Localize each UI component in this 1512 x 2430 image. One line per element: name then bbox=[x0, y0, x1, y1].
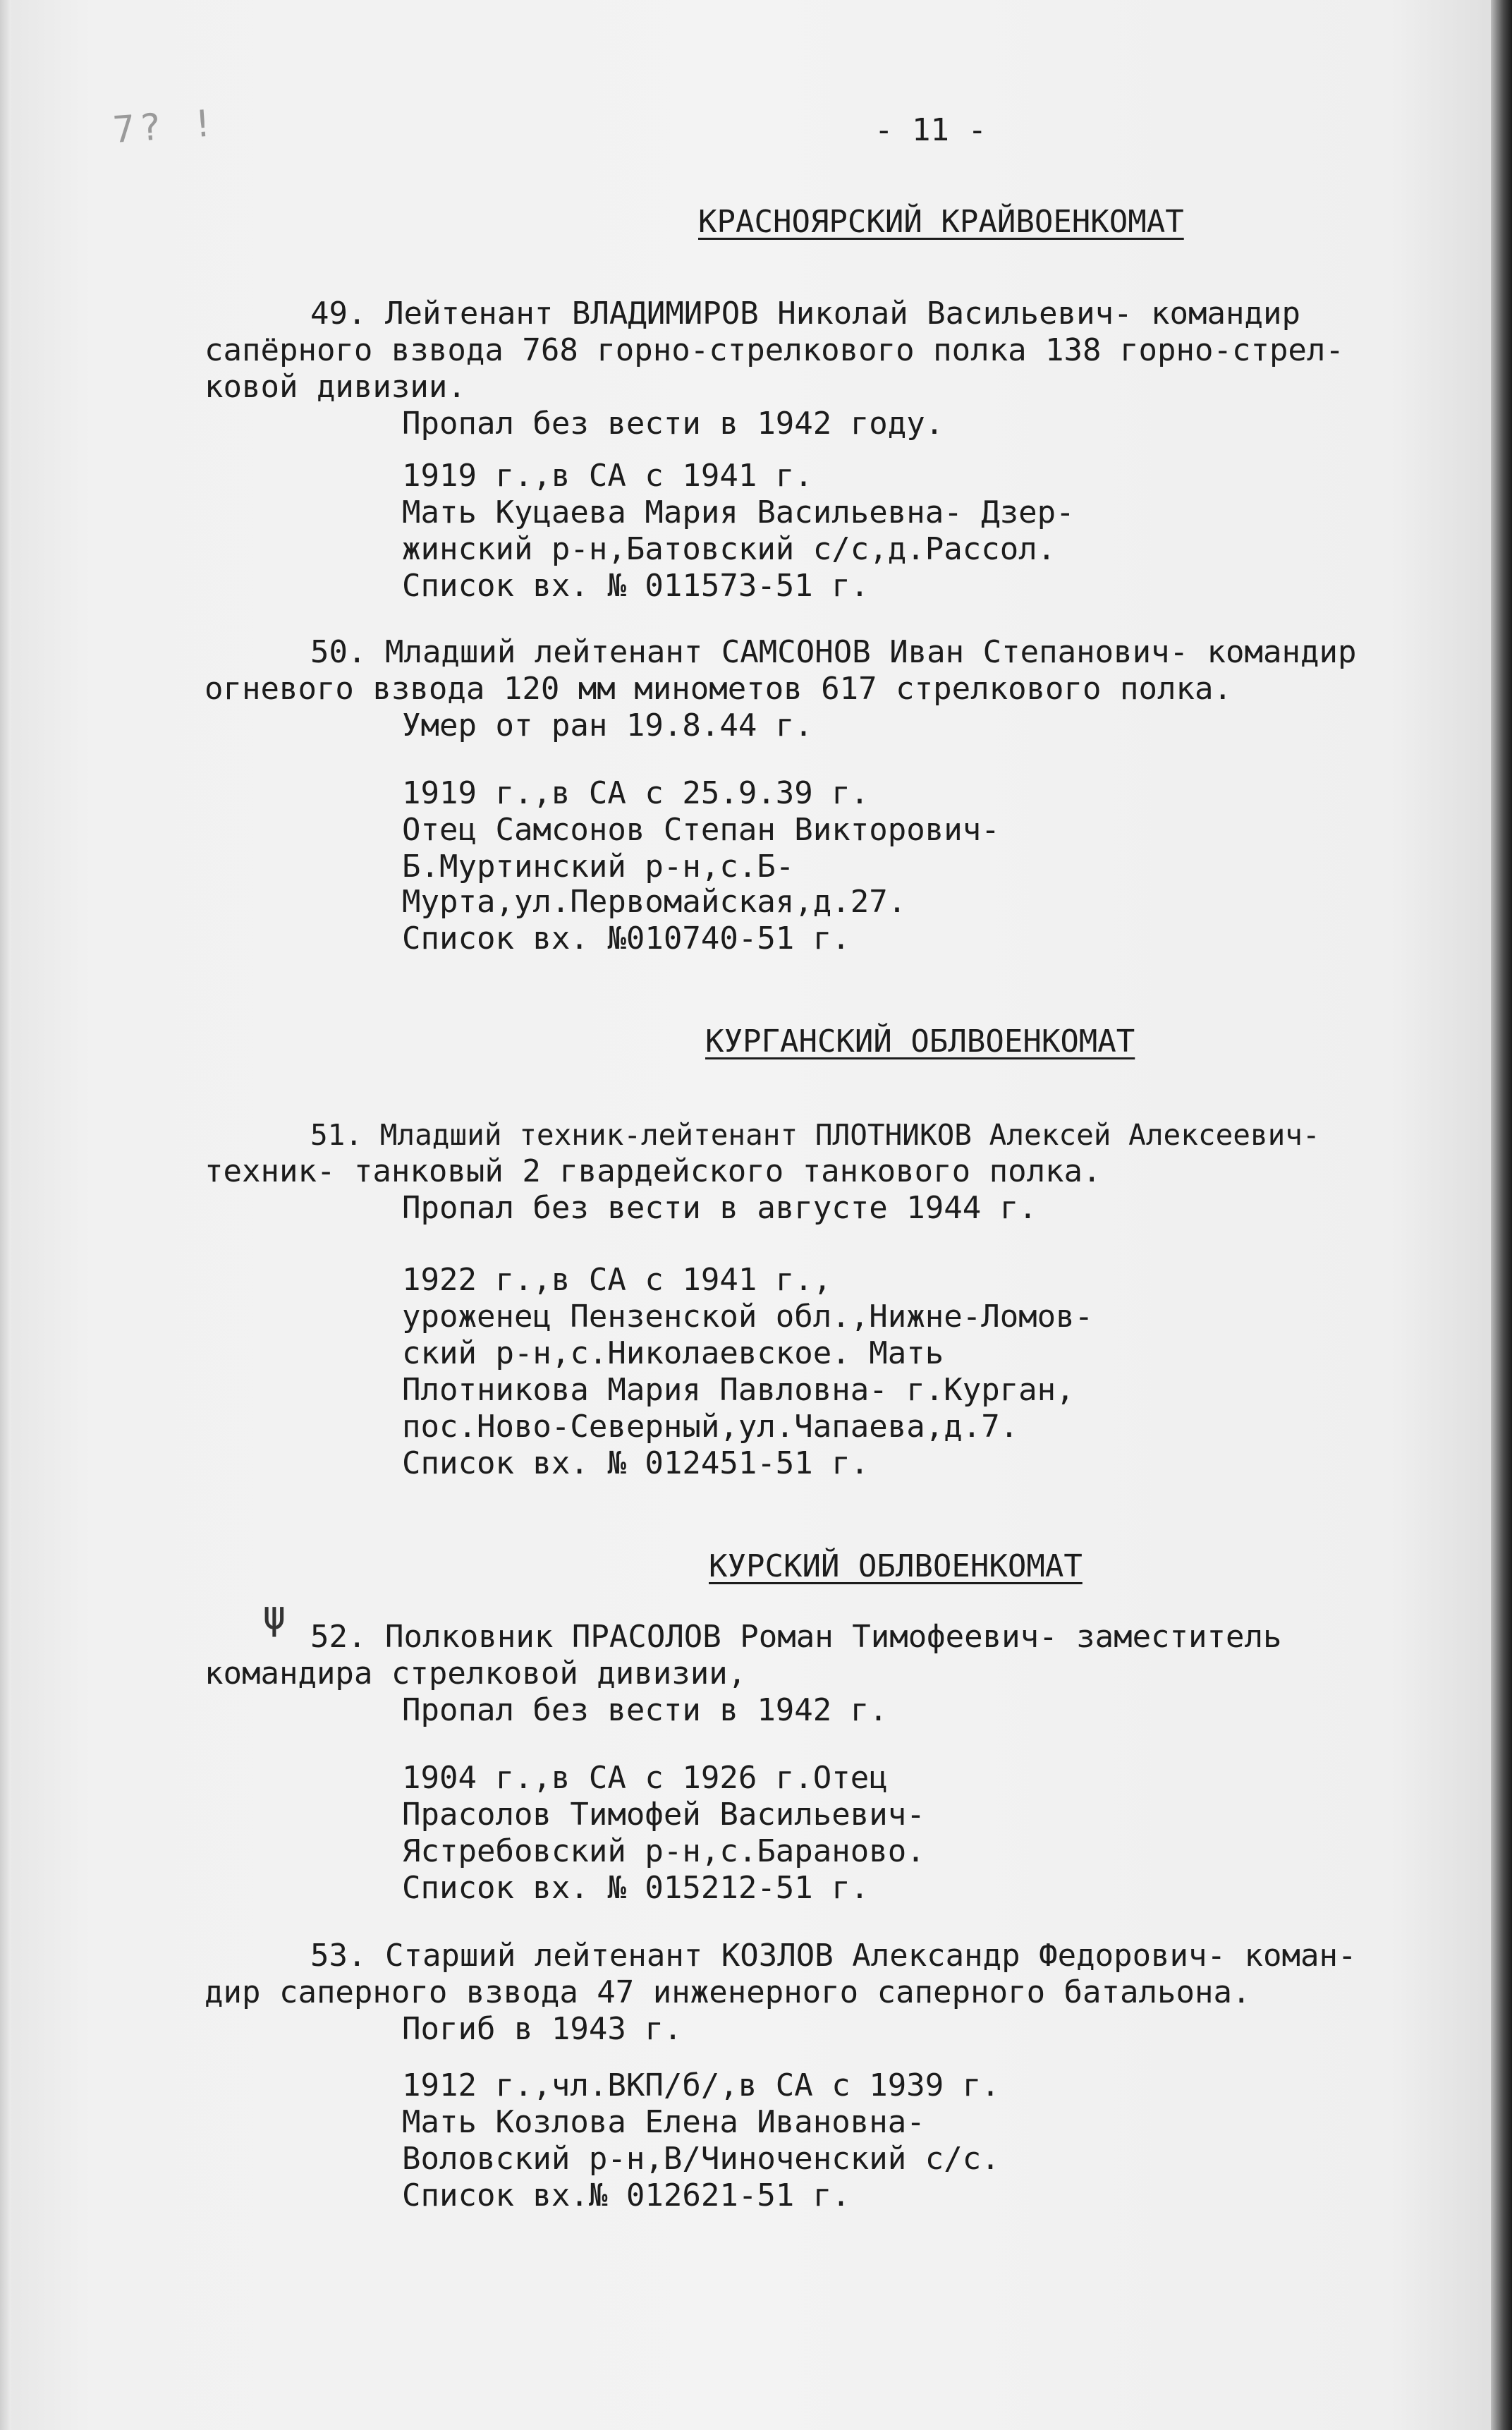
entry-51-line-1: 51. Младший техник-лейтенант ПЛОТНИКОВ Алексей Алексеевич- bbox=[310, 1118, 1320, 1152]
entry-53-line-3: Погиб в 1943 г. bbox=[402, 2011, 683, 2047]
entry-52-line-1: 52. Полковник ПРАСОЛОВ Роман Тимофеевич- заместитель bbox=[310, 1619, 1282, 1655]
entry-49-line-3: ковой дивизии. bbox=[205, 369, 466, 405]
entry-51-detail-4: Плотникова Мария Павловна- г.Курган, bbox=[402, 1372, 1075, 1408]
entry-53-line-1: 53. Старший лейтенант КОЗЛОВ Александр Федорович- коман- bbox=[310, 1938, 1357, 1974]
scan-left-edge bbox=[0, 0, 11, 2430]
entry-51-detail-1: 1922 г.,в СА с 1941 г., bbox=[402, 1262, 832, 1298]
entry-52-detail-1: 1904 г.,в СА с 1926 г.Отец bbox=[402, 1760, 888, 1796]
entry-51-line-3: Пропал без вести в августе 1944 г. bbox=[402, 1190, 1037, 1226]
entry-50-detail-1: 1919 г.,в СА с 25.9.39 г. bbox=[402, 775, 870, 811]
entry-49-line-4: Пропал без вести в 1942 году. bbox=[402, 406, 944, 442]
entry-52-detail-2: Прасолов Тимофей Васильевич- bbox=[402, 1797, 925, 1833]
entry-49-detail-4: Список вх. № 011573-51 г. bbox=[402, 568, 870, 604]
scan-right-edge bbox=[1491, 0, 1512, 2430]
entry-49-detail-1: 1919 г.,в СА с 1941 г. bbox=[402, 458, 813, 494]
entry-52-detail-3: Ястребовский р-н,с.Бараново. bbox=[402, 1833, 925, 1869]
entry-49-line-1: 49. Лейтенант ВЛАДИМИРОВ Николай Васильевич- командир bbox=[310, 296, 1300, 332]
entry-53-detail-2: Мать Козлова Елена Ивановна- bbox=[402, 2104, 925, 2140]
entry-53-detail-3: Воловский р-н,В/Чиноченский с/с. bbox=[402, 2141, 1000, 2177]
section-header-kursk: КУРСКИЙ ОБЛВОЕНКОМАТ bbox=[709, 1548, 1083, 1584]
entry-51-detail-3: ский р-н,с.Николаевское. Мать bbox=[402, 1335, 944, 1371]
entry-51-detail-2: уроженец Пензенской обл.,Нижне-Ломов- bbox=[402, 1299, 1094, 1335]
entry-50-line-3: Умер от ран 19.8.44 г. bbox=[402, 707, 813, 743]
entry-50-detail-4: Список вх. №010740-51 г. bbox=[402, 921, 850, 956]
entry-50-detail-2: Отец Самсонов Степан Викторович- bbox=[402, 812, 1000, 848]
entry-52-line-3: Пропал без вести в 1942 г. bbox=[402, 1692, 888, 1728]
margin-checkmark: ψ bbox=[262, 1593, 286, 1639]
entry-52-detail-4: Список вх. № 015212-51 г. bbox=[402, 1870, 870, 1906]
entry-49-detail-3: жинский р-н,Батовский с/с,д.Рассол. bbox=[402, 531, 1056, 567]
entry-49-line-2: сапёрного взвода 768 горно-стрелкового полка 138 горно-стрел- bbox=[205, 332, 1344, 368]
entry-49-detail-2: Мать Куцаева Мария Васильевна- Дзер- bbox=[402, 494, 1075, 530]
entry-50-detail-3: Б.Муртинский р-н,с.Б-Мурта,ул.Первомайская,д.27. bbox=[402, 849, 907, 920]
entry-53-line-2: дир саперного взвода 47 инженерного саперного батальона. bbox=[205, 1974, 1251, 2010]
entry-53-detail-1: 1912 г.,чл.ВКП/б/,в СА с 1939 г. bbox=[402, 2067, 1000, 2103]
page-number: - 11 - bbox=[874, 112, 987, 148]
section-header-krasnoyarsk: КРАСНОЯРСКИЙ КРАЙВОЕНКОМАТ bbox=[698, 204, 1184, 240]
entry-52-line-2: командира стрелковой дивизии, bbox=[205, 1656, 747, 1691]
entry-50-line-1: 50. Младший лейтенант САМСОНОВ Иван Степанович- командир bbox=[310, 634, 1357, 670]
corner-mark: 7? ! bbox=[111, 102, 220, 152]
section-header-kurgan: КУРГАНСКИЙ ОБЛВОЕНКОМАТ bbox=[705, 1023, 1135, 1059]
entry-53-detail-4: Список вх.№ 012621-51 г. bbox=[402, 2177, 850, 2213]
entry-51-detail-6: Список вх. № 012451-51 г. bbox=[402, 1445, 870, 1481]
entry-50-line-2: огневого взвода 120 мм минометов 617 стрелкового полка. bbox=[205, 671, 1232, 707]
entry-51-detail-5: пос.Ново-Северный,ул.Чапаева,д.7. bbox=[402, 1409, 1019, 1445]
entry-51-line-2: техник- танковый 2 гвардейского танкового полка. bbox=[205, 1153, 1102, 1189]
